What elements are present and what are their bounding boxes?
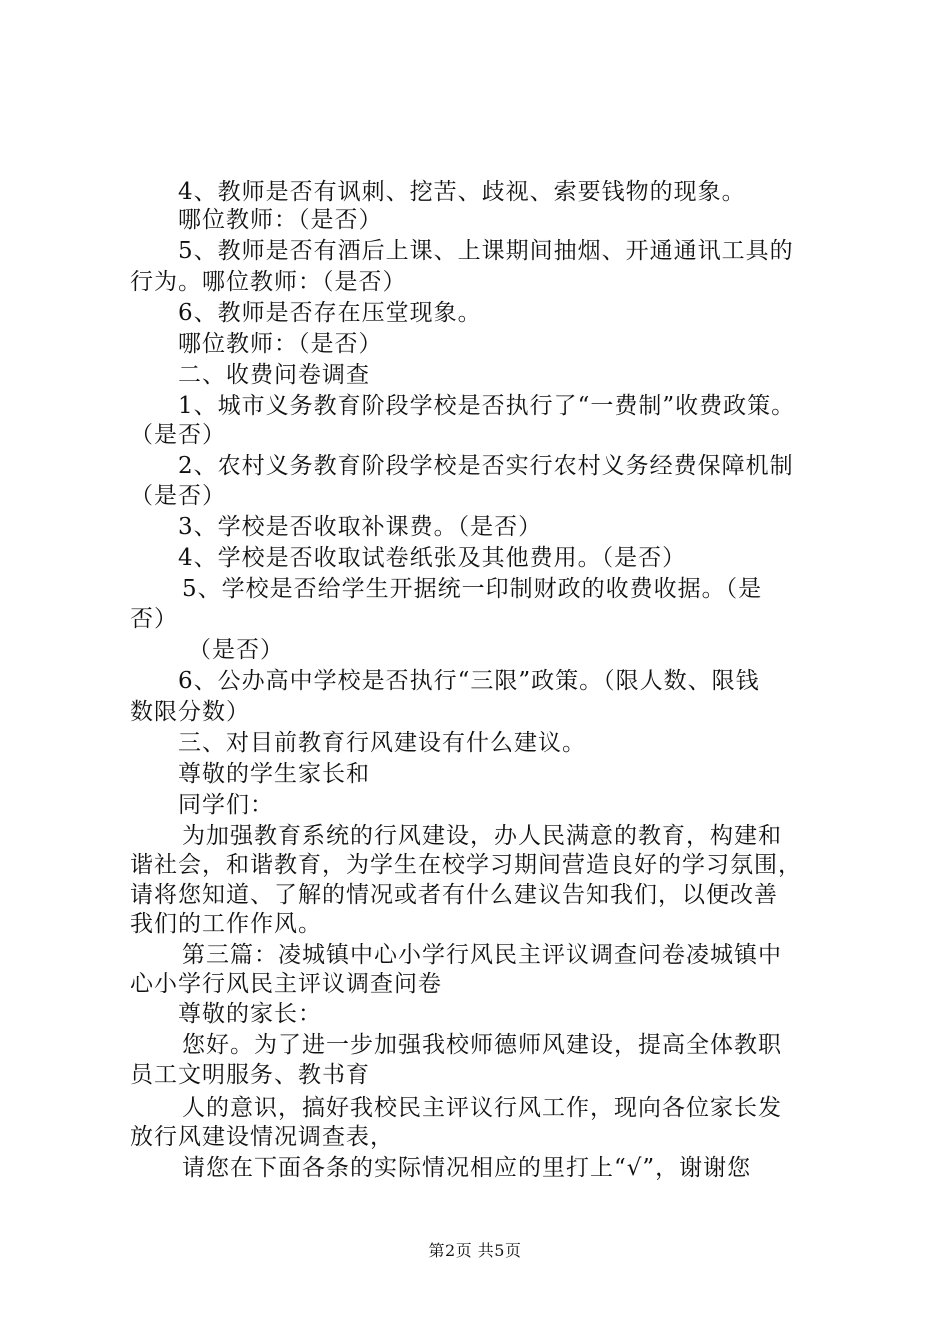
- text-line: 尊敬的家长：: [178, 1001, 322, 1027]
- page-footer: [0, 1240, 950, 1262]
- text-line: 4、教师是否有讽刺、挖苦、歧视、索要钱物的现象。: [178, 179, 746, 205]
- text-line: 放行风建设情况调查表，: [130, 1124, 394, 1150]
- text-line: 我们的工作作风。: [130, 911, 322, 937]
- text-line: 6、公办高中学校是否执行“三限”政策。（限人数、限钱: [178, 668, 760, 694]
- page-number: 第2页 共5页: [428, 1241, 522, 1260]
- text-line: 员工文明服务、教书育: [130, 1062, 370, 1088]
- text-line: 尊敬的学生家长和: [178, 761, 370, 787]
- text-line: 同学们：: [178, 792, 274, 818]
- text-line: 请将您知道、了解的情况或者有什么建议告知我们，以便改善: [130, 882, 778, 908]
- text-line: 第三篇：凌城镇中心小学行风民主评议调查问卷凌城镇中: [182, 942, 782, 968]
- text-line: 哪位教师：（是否）: [178, 207, 383, 233]
- text-line: 数限分数）: [130, 699, 250, 725]
- text-line: 否）: [130, 606, 178, 632]
- text-line: 5、教师是否有酒后上课、上课期间抽烟、开通通讯工具的: [178, 238, 794, 264]
- text-line: 行为。哪位教师：（是否）: [130, 269, 407, 295]
- text-line: 三、对目前教育行风建设有什么建议。: [178, 730, 586, 756]
- text-line: 您好。为了进一步加强我校师德师风建设，提高全体教职: [182, 1032, 782, 1058]
- text-line: 4、学校是否收取试卷纸张及其他费用。（是否）: [178, 545, 687, 571]
- text-line: （是否）: [130, 422, 226, 448]
- text-line: 6、教师是否存在压堂现象。: [178, 300, 482, 326]
- text-line: 2、农村义务教育阶段学校是否实行农村义务经费保障机制: [178, 453, 794, 479]
- text-line: 谐社会，和谐教育，为学生在校学习期间营造良好的学习氛围，: [130, 852, 802, 878]
- text-line: 3、学校是否收取补课费。（是否）: [178, 514, 543, 540]
- text-line: 哪位教师：（是否）: [178, 331, 383, 357]
- text-line: 5、学校是否给学生开据统一印制财政的收费收据。（是: [182, 576, 763, 602]
- text-line: 为加强教育系统的行风建设，办人民满意的教育，构建和: [182, 823, 782, 849]
- text-line: （是否）: [188, 637, 284, 663]
- text-line: 心小学行风民主评议调查问卷: [130, 971, 442, 997]
- text-line: 1、城市义务教育阶段学校是否执行了“一费制”收费政策。: [178, 393, 796, 419]
- text-line: （是否）: [130, 483, 226, 509]
- text-line: 人的意识，搞好我校民主评议行风工作，现向各位家长发: [182, 1095, 782, 1121]
- text-line: 二、收费问卷调查: [178, 362, 370, 388]
- text-line: 请您在下面各条的实际情况相应的里打上“√”，谢谢您: [182, 1155, 752, 1181]
